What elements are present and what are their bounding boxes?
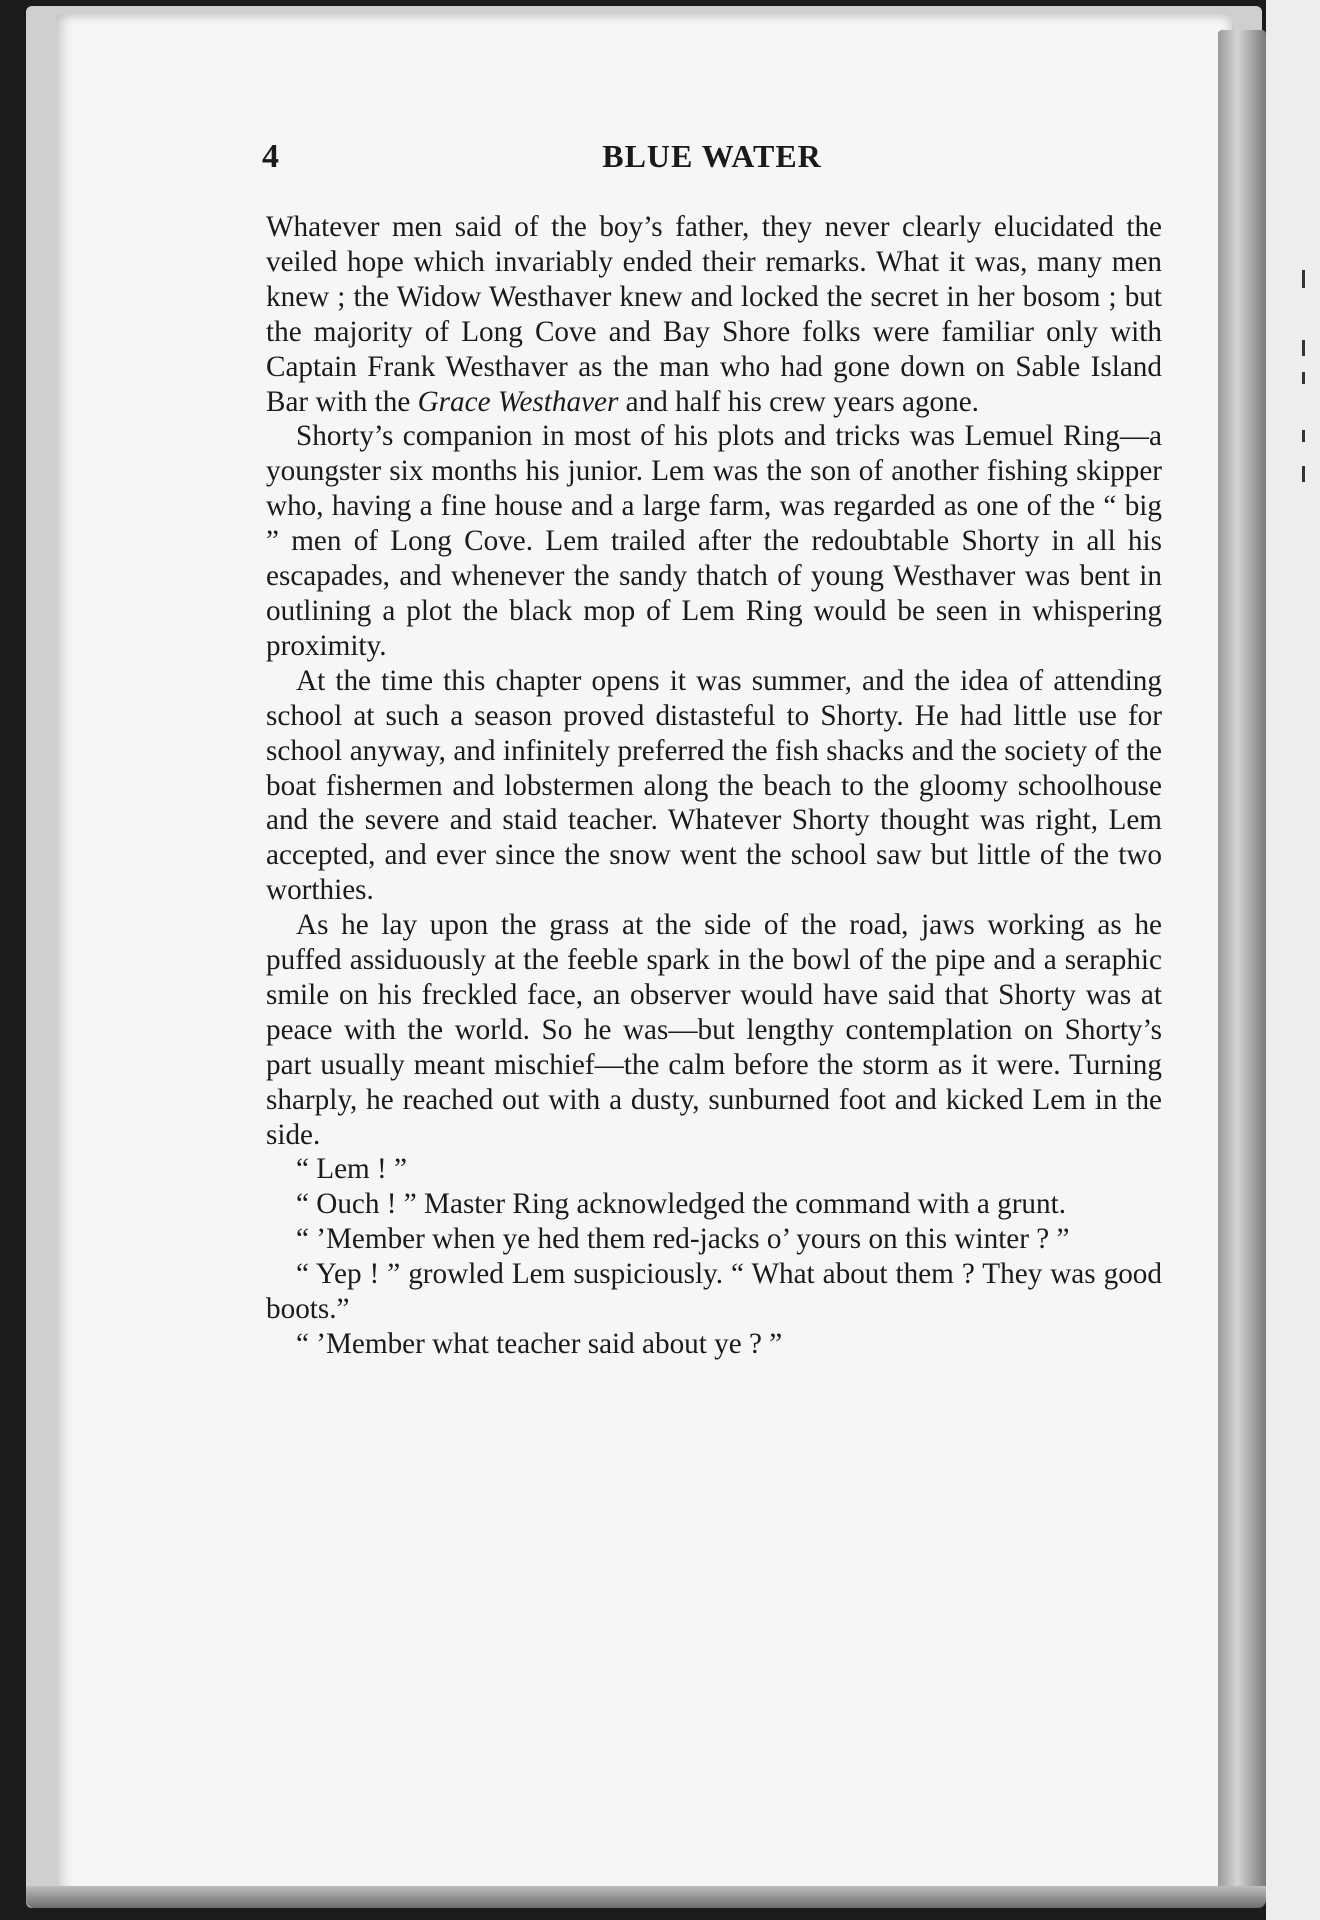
paragraph (266, 210, 1162, 419)
body-text (266, 210, 1162, 1362)
paragraph: At the time this chapter opens it was summer, and the idea of attending school at such a season proved distasteful to Shorty. He had little use for school anyway, and infinitely preferred the fish shacks and the society of the boat fishermen and lobstermen along the beach to the gloomy schoolhouse and the severe and staid teacher. Whatever Shorty thought was right, Lem accepted, and ever since the snow went the school saw but little of the two worthies. (266, 664, 1162, 907)
paragraph-text: Whatever men said of the boy’s father, they never clearly elucidated the veiled hope which invariably ended their remarks. What it was, many men knew ; the Widow Westhaver knew and locked the secret in her bosom ; but the majority of Long Cove and Bay Shore folks were familiar only with Captain Frank Westhaver as the man who had gone down on Sable Island Bar with the (266, 211, 1162, 418)
page-number: 4 (262, 138, 279, 175)
paragraph-text: and half his crew years agone. (618, 385, 979, 418)
dialogue-line: “ ’Member what teacher said about ye ? ” (296, 1328, 783, 1360)
facing-page-mark (1302, 340, 1305, 356)
dialogue-line: “ Yep ! ” growled Lem suspiciously. “ What about them ? They was good boots.” (266, 1258, 1162, 1326)
facing-page-mark (1302, 372, 1305, 384)
dialogue-line: “ Lem ! ” (296, 1153, 408, 1186)
facing-page-mark (1302, 466, 1305, 482)
facing-page-mark (1302, 430, 1305, 442)
running-title: BLUE WATER (602, 138, 822, 174)
facing-page-mark (1302, 270, 1305, 288)
facing-page-edge (1266, 0, 1320, 1920)
dialogue-line: “ Ouch ! ” Master Ring acknowledged the command with a grunt. (296, 1188, 1067, 1221)
ship-name: Grace Westhaver (417, 385, 619, 418)
page-bottom-edge (26, 1886, 1266, 1908)
paragraph: As he lay upon the grass at the side of the road, jaws working as he puffed assiduously at the feeble spark in the bowl of the pipe and a seraphic smile on his freckled face, an observer would have said that Shorty was at peace with the world. So he was—but lengthy contemplation on Shorty’s part usually meant mischief—the calm before the storm as it were. Turning sharply, he reached out with a dusty, sunburned foot and kicked Lem in the side. (266, 909, 1162, 1151)
paragraph: Shorty’s companion in most of his plots and tricks was Lemuel Ring—a youngster six months his junior. Lem was the son of another fishing skipper who, having a fine house and a large farm, was regarded as one of the “ big ” men of Long Cove. Lem trailed after the redoubtable Shorty in all his escapades, and whenever the sandy thatch of young Westhaver was bent in outlining a plot the black mop of Lem Ring would be seen in whispering proximity. (266, 420, 1162, 662)
dialogue-line: “ ’Member when ye hed them red-jacks o’ yours on this winter ? ” (296, 1223, 1070, 1256)
book-spine-gutter (1218, 30, 1266, 1890)
running-header (262, 138, 1162, 188)
